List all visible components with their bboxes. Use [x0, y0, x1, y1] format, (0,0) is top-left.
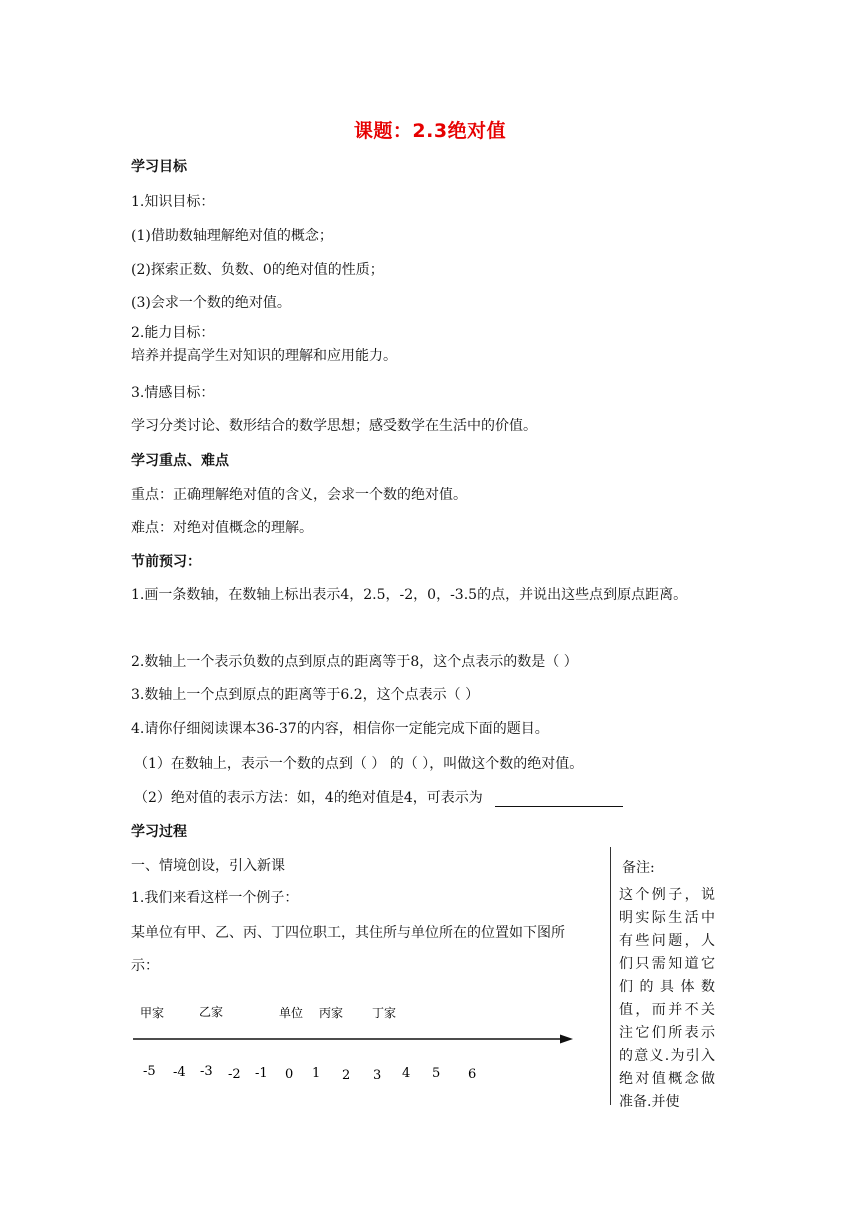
- preview-question-4-2-row: [134, 789, 623, 807]
- place-label-unit: 单位: [279, 1006, 304, 1020]
- ability-text: 培养并提高学生对知识的理解和应用能力。: [131, 348, 397, 364]
- page-title: 课题：2.3绝对值: [353, 120, 507, 142]
- place-label-ding: 丁家: [372, 1006, 397, 1020]
- preview-question-4-1: （1）在数轴上，表示一个数的点到（ ） 的（ ），叫做这个数的绝对值。: [134, 756, 584, 772]
- tick-label: -4: [173, 1065, 186, 1080]
- tick-label: 4: [402, 1066, 411, 1081]
- tick-label: 1: [312, 1066, 321, 1081]
- preview-question-1: 1.画一条数轴，在数轴上标出表示4，2.5，-2，0，-3.5的点，并说出这些点到原点距离。: [131, 587, 688, 603]
- tick-label: 6: [468, 1067, 477, 1082]
- tick-label: 2: [342, 1068, 351, 1083]
- tick-label: -5: [143, 1064, 156, 1079]
- knowledge-item-2: (2)探索正数、负数、0的绝对值的性质；: [131, 262, 384, 278]
- place-label-jia: 甲家: [140, 1006, 165, 1020]
- notes-title: 备注:: [622, 860, 655, 876]
- tick-label: -3: [200, 1064, 213, 1079]
- knowledge-item-3: (3)会求一个数的绝对值。: [131, 295, 291, 311]
- knowledge-item-1: (1)借助数轴理解绝对值的概念；: [131, 228, 333, 244]
- answer-blank-underline: [495, 792, 623, 807]
- example-text-line-2: 示：: [131, 958, 159, 974]
- number-line-arrow-icon: [560, 1035, 573, 1044]
- knowledge-label: 1.知识目标：: [131, 194, 215, 210]
- preview-question-4: 4.请你仔细阅读课本36-37的内容，相信你一定能完成下面的题目。: [131, 721, 549, 737]
- section-1-heading: 一、情境创设，引入新课: [131, 858, 285, 874]
- tick-label: 3: [373, 1068, 382, 1083]
- example-text-line-1: 某单位有甲、乙、丙、丁四位职工，其住所与单位所在的位置如下图所: [131, 925, 565, 941]
- place-label-bing: 丙家: [319, 1006, 344, 1020]
- example-intro: 1.我们来看这样一个例子：: [131, 890, 299, 906]
- emotion-text: 学习分类讨论、数形结合的数学思想；感受数学在生活中的价值。: [131, 418, 537, 434]
- notes-text: 这个例子，说明实际生活中有些问题，人们只需知道它们的具体数值，而并不关注它们所表示的意义.为引入绝对值概念做准备.并使: [619, 887, 715, 1110]
- tick-label: -1: [255, 1066, 268, 1081]
- emotion-label: 3.情感目标：: [131, 385, 215, 401]
- notes-divider: [610, 847, 611, 1105]
- preview-question-4-2: （2）绝对值的表示方法：如，4的绝对值是4，可表示为: [134, 790, 483, 806]
- key-points-heading: 学习重点、难点: [131, 453, 229, 469]
- tick-label: 0: [285, 1067, 294, 1082]
- objectives-heading: 学习目标: [131, 159, 187, 175]
- tick-label: -2: [228, 1067, 241, 1082]
- number-line-figure: [130, 1000, 590, 1090]
- place-label-yi: 乙家: [199, 1005, 224, 1019]
- tick-label: 5: [432, 1066, 441, 1081]
- preview-heading: 节前预习：: [131, 554, 201, 570]
- process-heading: 学习过程: [131, 824, 187, 840]
- key-point-text: 重点：正确理解绝对值的含义，会求一个数的绝对值。: [131, 487, 467, 503]
- preview-question-3: 3.数轴上一个点到原点的距离等于6.2，这个点表示（ ）: [131, 687, 480, 703]
- ability-label: 2.能力目标：: [131, 325, 215, 341]
- difficulty-text: 难点：对绝对值概念的理解。: [131, 520, 313, 536]
- preview-question-2: 2.数轴上一个表示负数的点到原点的距离等于8，这个点表示的数是（ ）: [131, 654, 578, 670]
